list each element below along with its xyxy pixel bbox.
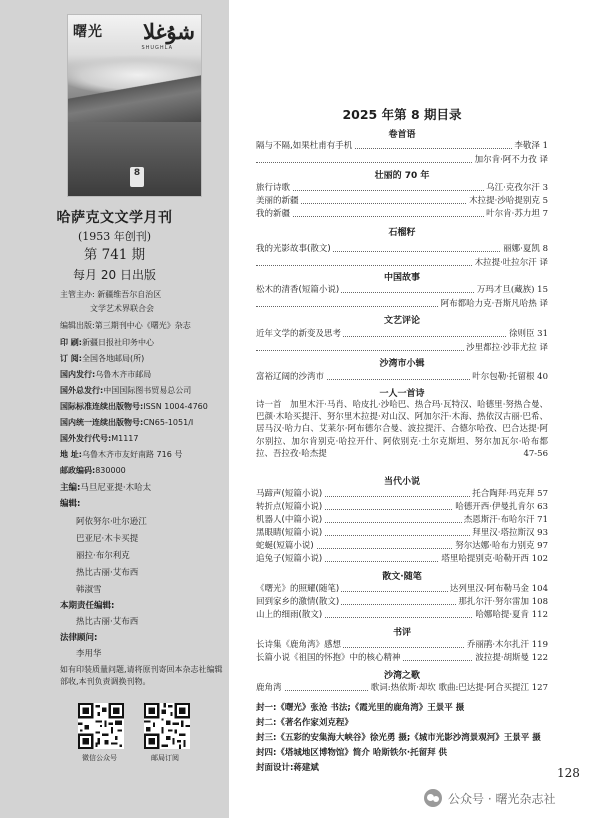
editor-name: 热比古丽·艾布西 bbox=[76, 568, 139, 578]
wechat-icon bbox=[424, 789, 442, 807]
info-row: 国内统一连续出版物号:CN65-1051/I bbox=[60, 418, 194, 427]
toc-entry-translator: 阿布都哈力克·吾斯凡哈热 译 bbox=[256, 297, 548, 309]
left-panel bbox=[0, 0, 229, 818]
toc-entry[interactable]: 近年文学的新变及思考 徐则臣 31 bbox=[256, 329, 548, 339]
section-heading: 石榴籽 bbox=[388, 228, 416, 238]
wechat-watermark bbox=[418, 785, 588, 811]
publication-schedule: 每月 20 日出版 bbox=[73, 268, 156, 282]
cover-credit: 封二:《著名作家刘克程》 bbox=[256, 718, 353, 728]
editor-name: 阿依努尔·吐尔逊江 bbox=[76, 517, 147, 527]
info-row: 国外总发行:中国国际图书贸易总公司 bbox=[60, 386, 192, 395]
founded-year: (1953 年创刊) bbox=[77, 230, 152, 243]
section-heading: 当代小说 bbox=[383, 477, 420, 487]
info-row: 国外发行代号:M1117 bbox=[60, 434, 139, 443]
chief-editor: 主编:马旦尼亚提·木哈太 bbox=[60, 483, 152, 493]
cover-mountains bbox=[68, 67, 201, 122]
post-office-qr-code[interactable] bbox=[144, 703, 190, 749]
cover-credit: 封一:《曙光》张沧 书法;《霞光里的鹿角湾》王景平 摄 bbox=[256, 703, 465, 713]
toc-entry[interactable]: 松木的清香(短篇小说) 万玛才旦(藏族) 15 bbox=[256, 285, 548, 295]
toc-title: 2025 年第 8 期目录 bbox=[342, 107, 462, 122]
toc-entry-translator: 加尔肯·阿不力孜 译 bbox=[256, 153, 548, 165]
quality-notice: 如有印装质量问题,请将原刊寄回本杂志社编辑部收,本刊负责调换刊物。 bbox=[60, 665, 223, 686]
toc-entry[interactable]: 隔与不隔,如果杜甫有手机 李敬泽 1 bbox=[256, 141, 548, 151]
section-heading: 书评 bbox=[392, 628, 411, 638]
wechat-qr-code[interactable] bbox=[78, 703, 124, 749]
cover-issue-badge: 8 bbox=[130, 167, 144, 187]
info-row: 邮政编码:830000 bbox=[60, 466, 126, 475]
toc-entry[interactable]: 鹿角湾 歌词:热依斯·却坎 歌曲:巴达提·阿合买提江 127 bbox=[256, 683, 548, 693]
toc-entry[interactable]: 长篇小说《祖国的怀抱》中的核心精神 波拉提·胡斯曼 122 bbox=[256, 653, 548, 663]
legal-advisor: 李用华 bbox=[76, 649, 102, 659]
responsible-editor: 热比古丽·艾布西 bbox=[76, 617, 139, 627]
cover-title: 曙光 bbox=[73, 24, 103, 40]
info-row: 主管主办: 新疆维吾尔自治区 bbox=[60, 290, 162, 299]
info-row: 印 刷:新疆日报社印务中心 bbox=[60, 338, 154, 347]
info-row: 国际标准连续出版物号:ISSN 1004-4760 bbox=[60, 402, 208, 411]
toc-entry[interactable]: 《曙光》的照耀(随笔) 达列里汉·阿布勒马金 104 bbox=[256, 584, 548, 594]
editor-name: 丽拉·布尔利克 bbox=[76, 551, 130, 561]
wechat-qr-label: 微信公众号 bbox=[82, 754, 117, 762]
toc-entry[interactable]: 追兔子(短篇小说) 塔里哈提别克·哈勒开西 102 bbox=[256, 554, 548, 564]
toc-entry[interactable]: 机器人(中篇小说) 杰恩斯汗·布哈尔汗 71 bbox=[256, 515, 548, 525]
cover-design-credit: 封面设计:蒋建斌 bbox=[256, 763, 319, 773]
toc-entry[interactable]: 美丽的新疆 木拉提·沙哈提别克 5 bbox=[256, 196, 548, 206]
toc-entry-translator: 沙里都拉·沙菲尤拉 译 bbox=[256, 341, 548, 353]
cover-title-uyghur: شۇغلا bbox=[143, 19, 195, 44]
section-heading: 中国故事 bbox=[383, 273, 420, 283]
section-heading: 散文·随笔 bbox=[382, 572, 422, 582]
editors-label: 编辑: bbox=[60, 499, 81, 509]
section-heading: 文艺评论 bbox=[383, 316, 420, 326]
info-row: 文学艺术界联合会 bbox=[90, 304, 154, 313]
magazine-cover-image bbox=[67, 14, 202, 197]
cover-credit: 封四:《塔城地区博物馆》简介 哈斯铁尔·托留拜 供 bbox=[256, 748, 448, 758]
page-number: 128 bbox=[557, 766, 580, 780]
info-row: 编辑出版:第三期刊中心《曙光》杂志 bbox=[60, 321, 191, 330]
toc-entry[interactable]: 转折点(短篇小说) 哈德开西·伊曼扎肯尔 63 bbox=[256, 502, 548, 512]
section-heading: 沙湾市小辑 bbox=[379, 359, 425, 369]
toc-entry-translator: 木拉提·吐拉尔汗 译 bbox=[256, 256, 548, 268]
toc-entry[interactable]: 黑眼睛(短篇小说) 拜里汉·塔拉斯汉 93 bbox=[256, 528, 548, 538]
section-heading: 沙湾之歌 bbox=[383, 671, 420, 681]
toc-entry[interactable]: 富裕辽阔的沙湾市 叶尔包勒·托留根 40 bbox=[256, 372, 548, 382]
issue-number: 第 741 期 bbox=[83, 247, 146, 263]
toc-entry[interactable]: 长诗集《鹿角湾》感想 乔丽鹃·木尔扎汗 119 bbox=[256, 640, 548, 650]
post-qr-label: 邮局订阅 bbox=[151, 754, 179, 762]
legal-advisor-label: 法律顾问: bbox=[60, 633, 98, 643]
editor-name: 巴亚尼·木卡买提 bbox=[76, 534, 139, 544]
editor-name: 韩淑雪 bbox=[76, 585, 102, 595]
section-heading: 卷首语 bbox=[388, 130, 416, 140]
toc-entry[interactable]: 回到家乡的激情(散文) 那扎尔汗·努尔雷加 108 bbox=[256, 597, 548, 607]
magazine-name: 哈萨克文文学月刊 bbox=[56, 210, 173, 226]
cover-credit: 封三:《五彩的安集海大峡谷》徐光勇 摄;《城市光影沙湾景观河》王景平 摄 bbox=[256, 733, 541, 743]
section-heading: 一人一首诗 bbox=[379, 389, 425, 399]
toc-entry[interactable]: 旅行诗歌 乌江·克孜尔汗 3 bbox=[256, 183, 548, 193]
info-row: 地 址:乌鲁木齐市友好南路 716 号 bbox=[60, 450, 183, 459]
cover-title-latin: SHUGHLA bbox=[141, 45, 173, 51]
info-row: 订 阅:全国各地邮局(所) bbox=[60, 354, 145, 363]
info-row: 国内发行:乌鲁木齐市邮局 bbox=[60, 370, 152, 379]
poem-entry[interactable]: 诗一首 加里木汗·马肖、哈皮扎·沙哈巴、热合玛·瓦特汉、哈德里·努热合曼、巴颜·木哈买提汗、努尔里木拉提·对山汉、阿加尔汗·木海、热依汉古丽·巴希、居马汉·哈力白、艾莱尔·阿布德尔合曼、波拉提汗、合德尔哈孜、巴合达提·阿尔别拉、加尔肯别克·哈拉开什、阿依别克·土尔克斯坦、努尔加瓦尔·哈布都拉、吾拉孜·哈杰提 47-56 bbox=[256, 400, 548, 459]
toc-entry[interactable]: 我的新疆 叶尔肯·苏力坦 7 bbox=[256, 209, 548, 219]
section-heading: 壮丽的 70 年 bbox=[374, 171, 430, 181]
toc-entry[interactable]: 我的光影故事(散文) 丽娜·夏凯 8 bbox=[256, 244, 548, 254]
watermark-text: 公众号 · 曙光杂志社 bbox=[448, 792, 556, 806]
toc-entry[interactable]: 山上的细雨(散文) 哈娜哈提·夏肯 112 bbox=[256, 610, 548, 620]
toc-entry[interactable]: 蛇蜒(短篇小说) 努尔达娜·哈布力别克 97 bbox=[256, 541, 548, 551]
toc-entry[interactable]: 马蹄声(短篇小说) 托合陶拜·玛克拜 57 bbox=[256, 489, 548, 499]
responsible-editor-label: 本期责任编辑: bbox=[60, 601, 115, 611]
